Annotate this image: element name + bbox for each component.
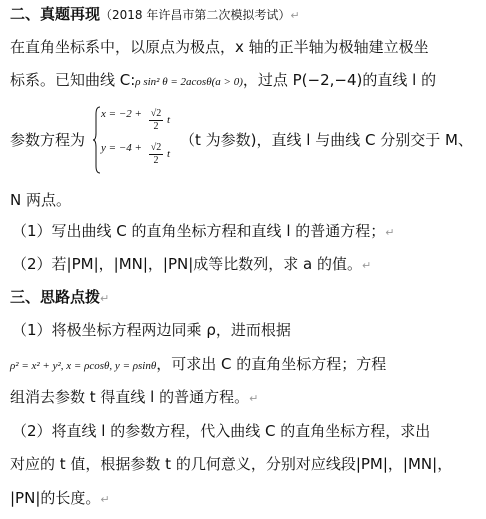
- fraction-y: [149, 142, 163, 167]
- fraction-y-numerator: √2: [150, 142, 162, 153]
- param-prefix: 参数方程为: [10, 131, 86, 149]
- hint-1-line-1: （1）将极坐标方程两边同乘 ρ，进而根据: [12, 321, 291, 339]
- exam-source: （2018 年许昌市第二次模拟考试）: [100, 8, 291, 22]
- hint-1-line-3: [10, 387, 258, 409]
- paragraph-mark: ↵: [385, 226, 395, 239]
- problem-line-2-start: 标系。已知曲线 C:: [10, 71, 136, 89]
- fraction-x-denominator: 2: [153, 121, 159, 132]
- parametric-system: [93, 106, 188, 174]
- question-2: [12, 254, 371, 276]
- section-3-heading-line: [10, 287, 109, 309]
- equation-x-variable: t: [167, 114, 171, 126]
- equation-x-left: x = −2 +: [101, 108, 142, 120]
- equation-x: [101, 108, 171, 138]
- fraction-x: [149, 108, 163, 133]
- question-1-text: （1）写出曲线 C 的直角坐标方程和直线 l 的普通方程；: [12, 222, 386, 240]
- hint-2-line-1: （2）将直线 l 的参数方程，代入曲线 C 的直角坐标方程，求出: [12, 422, 431, 440]
- hint-1-line-3-text: 组消去参数 t 得直线 l 的普通方程。: [10, 388, 250, 406]
- paragraph-mark: ↵: [100, 292, 110, 305]
- question-1: [12, 221, 394, 243]
- problem-line-n: N 两点。: [10, 191, 71, 209]
- paragraph-mark: ↵: [362, 259, 372, 272]
- hint-2-line-3-text: |PN|的长度。: [10, 489, 101, 507]
- polar-conversion-formula: ρ² = x² + y², x = ρcosθ, y = ρsinθ: [10, 360, 157, 372]
- paragraph-mark: ↵: [100, 493, 110, 506]
- equation-y: [101, 142, 171, 172]
- question-2-text: （2）若|PM|，|MN|，|PN|成等比数列，求 a 的值。: [12, 255, 363, 273]
- fraction-x-numerator: √2: [150, 108, 162, 119]
- hint-2-line-3: [10, 488, 110, 510]
- problem-line-1: 在直角坐标系中，以原点为极点，x 轴的正半轴为极轴建立极坐: [10, 38, 429, 56]
- section-3-heading: 三、思路点拨: [10, 288, 101, 306]
- equation-y-variable: t: [167, 148, 171, 160]
- problem-line-2: [10, 70, 436, 92]
- hint-1-line-2: [10, 354, 386, 376]
- paragraph-mark: ↵: [290, 9, 300, 22]
- left-brace-icon: [93, 106, 101, 174]
- section-2-heading: 二、真题再现: [10, 5, 101, 23]
- param-suffix: （t 为参数)，直线 l 与曲线 C 分别交于 M、: [180, 131, 473, 149]
- hint-2-line-2: 对应的 t 值，根据参数 t 的几何意义，分别对应线段|PM|，|MN|，: [10, 455, 453, 473]
- hint-1-line-2-text: ，可求出 C 的直角坐标方程；方程: [156, 355, 387, 373]
- curve-equation: ρ sin² θ = 2acosθ(a > 0): [135, 76, 243, 88]
- paragraph-mark: ↵: [249, 392, 259, 405]
- equation-y-left: y = −4 +: [101, 142, 142, 154]
- fraction-y-denominator: 2: [153, 155, 159, 166]
- problem-line-2-end: ，过点 P(−2,−4)的直线 l 的: [242, 71, 437, 89]
- section-2-heading-line: [10, 4, 300, 26]
